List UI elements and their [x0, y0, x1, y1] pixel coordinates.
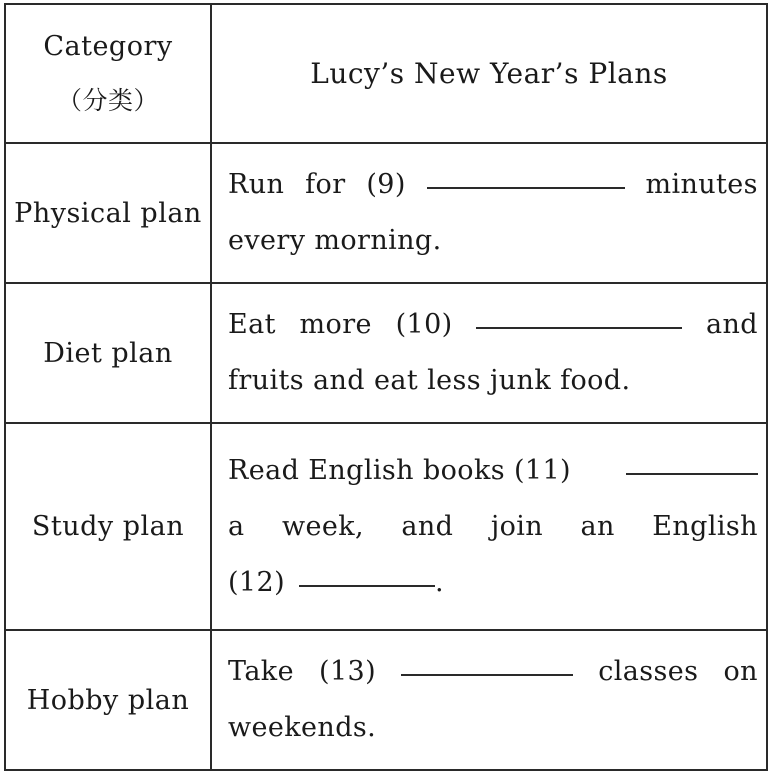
answer-blank-10[interactable] — [476, 327, 682, 329]
plans-table — [4, 3, 768, 771]
word: Take — [228, 656, 294, 687]
category-diet-label: Diet plan — [43, 337, 173, 369]
category-study-label: Study plan — [31, 511, 185, 542]
table-title: Lucy’s New Year’s Plans — [310, 57, 668, 90]
header-category-cell — [5, 4, 211, 143]
plan-text: weekends. — [228, 712, 377, 743]
word: join — [490, 510, 544, 542]
word: an — [580, 510, 615, 542]
word: classes — [598, 656, 699, 687]
word: minutes — [645, 169, 758, 200]
header-title-cell — [211, 4, 767, 143]
plan-text: every morning. — [228, 225, 442, 256]
blank-number-13: (13) — [319, 656, 377, 687]
word: more — [299, 309, 372, 340]
answer-blank-13[interactable] — [401, 674, 573, 676]
blank-number-12: (12) — [228, 566, 286, 598]
period: . — [435, 566, 445, 598]
answer-blank-12[interactable] — [299, 585, 435, 587]
plan-line — [228, 443, 758, 499]
table-row — [5, 283, 767, 423]
word: for — [305, 169, 346, 200]
answer-blank-9[interactable] — [427, 187, 625, 189]
word: on — [723, 656, 758, 687]
plan-cell-study — [211, 423, 767, 630]
table-row — [5, 423, 767, 630]
plan-line — [228, 297, 758, 353]
word: week, — [281, 510, 364, 542]
category-cell — [5, 283, 211, 423]
blank-number-9: (9) — [366, 169, 406, 200]
word: and — [705, 309, 758, 340]
header-category-zh-label: （分类） — [56, 85, 159, 115]
category-physical-label: Physical plan — [14, 197, 202, 229]
word: a — [228, 510, 245, 542]
category-cell — [5, 423, 211, 630]
header-row — [5, 4, 767, 143]
word: Run — [228, 169, 285, 200]
plan-text: fruits and eat less junk food. — [228, 365, 631, 396]
plan-cell-diet — [211, 283, 767, 423]
plan-line — [228, 353, 758, 409]
word: English — [652, 510, 758, 542]
table-row — [5, 143, 767, 283]
plan-line — [228, 700, 758, 756]
word: and — [401, 510, 454, 542]
category-hobby-label: Hobby plan — [26, 684, 190, 716]
plan-text: Read English books (11) — [228, 454, 571, 486]
table-row — [5, 630, 767, 770]
plan-line — [228, 499, 758, 555]
category-cell — [5, 630, 211, 770]
plan-line — [228, 157, 758, 213]
word: Eat — [228, 309, 276, 340]
plan-cell-physical — [211, 143, 767, 283]
answer-blank-11[interactable] — [626, 473, 758, 475]
category-cell — [5, 143, 211, 283]
blank-number-10: (10) — [395, 309, 453, 340]
plan-line — [228, 213, 758, 269]
header-category-label: Category — [43, 30, 173, 62]
plan-line — [228, 555, 758, 611]
plan-line — [228, 644, 758, 700]
plan-cell-hobby — [211, 630, 767, 770]
